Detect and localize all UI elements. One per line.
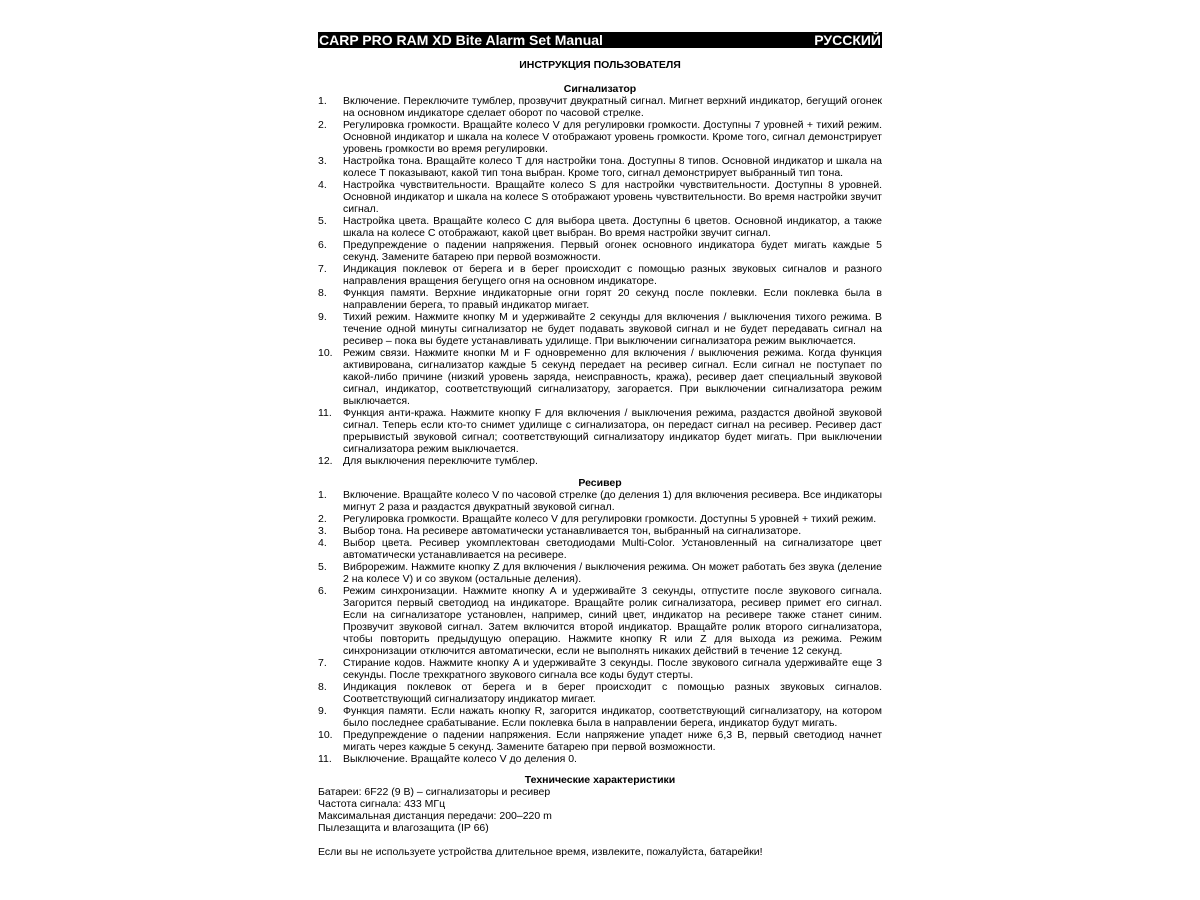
receiver-section-title: Ресивер bbox=[578, 477, 622, 489]
item-number: 5. bbox=[318, 561, 327, 573]
item-number: 10. bbox=[318, 729, 333, 741]
item-text: Тихий режим. Нажмите кнопку M и удерживайте 2 секунды для включения / выключения тихого режима. В течение одной минуты сигнализатор не будет подавать звуковой сигнал и не будет передавать сигнал на ресивер – пока вы будете устанавливать удилище. При выключении сигнализатора режим выключается. bbox=[343, 311, 882, 347]
item-text: Режим связи. Нажмите кнопки M и F одновременно для включения / выключения режима. Когда функция активирована, сигнализатор каждые 5 секунд передает на ресивер сигнал. Если сигнал не поступает по какой-либо причине (низкий уровень заряда, неисправность, кража), ресивер дает специальный звуковой сигнал, индикатор, соответствующий сигнализатору, загорается. При выключении сигнализатора режим выключается. bbox=[343, 347, 882, 407]
list-item bbox=[318, 119, 882, 155]
item-text: Выбор цвета. Ресивер укомплектован светодиодами Multi-Color. Установленный на сигнализаторе цвет автоматически устанавливается на ресивере. bbox=[343, 537, 882, 561]
item-number: 2. bbox=[318, 513, 327, 525]
spec-line: Батареи: 6F22 (9 В) – сигнализаторы и ресивер bbox=[318, 786, 551, 798]
manual-page bbox=[318, 32, 882, 858]
item-text: Индикация поклевок от берега и в берег происходит с помощью разных звуковых сигналов и разного направления вращения бегущего огня на основном индикаторе. bbox=[343, 263, 882, 287]
list-item bbox=[318, 537, 882, 561]
item-number: 1. bbox=[318, 489, 327, 501]
list-item bbox=[318, 179, 882, 215]
list-item bbox=[318, 561, 882, 585]
language-label: РУССКИЙ bbox=[814, 32, 881, 48]
item-number: 8. bbox=[318, 287, 327, 299]
list-item bbox=[318, 155, 882, 179]
list-item bbox=[318, 311, 882, 347]
item-number: 10. bbox=[318, 347, 333, 359]
item-number: 8. bbox=[318, 681, 327, 693]
alarm-section-title: Сигнализатор bbox=[563, 83, 637, 95]
item-text: Включение. Вращайте колесо V по часовой стрелке (до деления 1) для включения ресивера. Все индикаторы мигнут 2 раза и раздастся двукратный звуковой сигнал. bbox=[343, 489, 882, 513]
manual-title: CARP PRO RAM XD Bite Alarm Set Manual bbox=[319, 32, 603, 48]
item-text: Настройка чувствительности. Вращайте колесо S для настройки чувствительности. Доступны 8 уровней. Основной индикатор и шкала на колесе S отображают уровень чувствительности. Во время настройки звучит сигнал. bbox=[343, 179, 882, 215]
list-item bbox=[318, 407, 882, 455]
item-text: Функция памяти. Если нажать кнопку R, загорится индикатор, соответствующий сигнализатору, на котором было последнее срабатывание. Если поклевка была в направлении берега, индикатор будут мигать. bbox=[343, 705, 882, 729]
list-item bbox=[318, 525, 882, 537]
item-text: Функция памяти. Верхние индикаторные огни горят 20 секунд после поклевки. Если поклевка была в направлении берега, то правый индикатор мигает. bbox=[343, 287, 882, 311]
item-text: Включение. Переключите тумблер, прозвучит двукратный сигнал. Мигнет верхний индикатор, бегущий огонек на основном индикаторе сделает оборот по часовой стрелке. bbox=[343, 95, 882, 119]
document-title: ИНСТРУКЦИЯ ПОЛЬЗОВАТЕЛЯ bbox=[519, 59, 681, 71]
item-number: 7. bbox=[318, 657, 327, 669]
item-text: Выбор тона. На ресивере автоматически устанавливается тон, выбранный на сигнализаторе. bbox=[343, 525, 802, 537]
list-item bbox=[318, 455, 882, 467]
item-text: Регулировка громкости. Вращайте колесо V для регулировки громкости. Доступны 5 уровней + тихий режим. bbox=[343, 513, 877, 525]
list-item bbox=[318, 347, 882, 407]
item-number: 7. bbox=[318, 263, 327, 275]
list-item bbox=[318, 657, 882, 681]
item-number: 9. bbox=[318, 705, 327, 717]
item-number: 6. bbox=[318, 239, 327, 251]
item-number: 4. bbox=[318, 537, 327, 549]
item-number: 6. bbox=[318, 585, 327, 597]
list-item bbox=[318, 489, 882, 513]
list-item bbox=[318, 681, 882, 705]
list-item bbox=[318, 753, 882, 765]
list-item bbox=[318, 513, 882, 525]
receiver-instructions-list bbox=[318, 489, 882, 765]
item-text: Стирание кодов. Нажмите кнопку A и удерживайте 3 секунды. После звукового сигнала удерживайте еще 3 секунды. После трехкратного звукового сигнала все коды будут стерты. bbox=[343, 657, 882, 681]
item-number: 11. bbox=[318, 407, 332, 419]
list-item bbox=[318, 239, 882, 263]
item-number: 5. bbox=[318, 215, 327, 227]
item-text: Выключение. Вращайте колесо V до деления 0. bbox=[343, 753, 577, 765]
spec-line: Пылезащита и влагозащита (IP 66) bbox=[318, 822, 489, 834]
item-text: Виброрежим. Нажмите кнопку Z для включения / выключения режима. Он может работать без звука (деление 2 на колесе V) и со звуком (остальные деления). bbox=[343, 561, 882, 585]
list-item bbox=[318, 287, 882, 311]
item-text: Предупреждение о падении напряжения. Первый огонек основного индикатора будет мигать каждые 5 секунд. Замените батарею при первой возможности. bbox=[343, 239, 882, 263]
list-item bbox=[318, 263, 882, 287]
item-number: 11. bbox=[318, 753, 332, 765]
alarm-instructions-list bbox=[318, 95, 882, 467]
specs-section-title: Технические характеристики bbox=[524, 774, 676, 786]
spec-line: Частота сигнала: 433 МГц bbox=[318, 798, 446, 810]
list-item bbox=[318, 729, 882, 753]
item-text: Для выключения переключите тумблер. bbox=[343, 455, 538, 467]
item-number: 4. bbox=[318, 179, 327, 191]
closing-note: Если вы не используете устройства длительное время, извлеките, пожалуйста, батарейки! bbox=[318, 846, 763, 858]
item-text: Предупреждение о падении напряжения. Если напряжение упадет ниже 6,3 В, первый светодиод начнет мигать через каждые 5 секунд. Замените батарею при первой возможности. bbox=[343, 729, 882, 753]
item-text: Регулировка громкости. Вращайте колесо V для регулировки громкости. Доступны 7 уровней + тихий режим. Основной индикатор и шкала на колесе V отображают уровень громкости. Кроме того, сигнал демонстрирует уровень громкости во время регулировки. bbox=[343, 119, 882, 155]
item-text: Индикация поклевок от берега и в берег происходит с помощью разных звуковых сигналов. Соответствующий сигнализатору индикатор мигает. bbox=[343, 681, 882, 705]
item-number: 3. bbox=[318, 525, 327, 537]
list-item bbox=[318, 95, 882, 119]
item-number: 1. bbox=[318, 95, 327, 107]
item-number: 9. bbox=[318, 311, 327, 323]
list-item bbox=[318, 705, 882, 729]
item-text: Настройка цвета. Вращайте колесо C для выбора цвета. Доступны 6 цветов. Основной индикатор, а также шкала на колесе C отображают, какой цвет выбран. Во время настройки звучит сигнал. bbox=[343, 215, 882, 239]
item-number: 2. bbox=[318, 119, 327, 131]
spec-line: Максимальная дистанция передачи: 200–220 m bbox=[318, 810, 552, 822]
item-number: 3. bbox=[318, 155, 327, 167]
item-text: Функция анти-кража. Нажмите кнопку F для включения / выключения режима, раздастся двойной звуковой сигнал. Теперь если кто-то снимет удилище с сигнализатора, он передаст сигнал на ресивер. Ресивер даст прерывистый звуковой сигнал; соответствующий сигнализатору индикатор будет мигать. При выключении сигнализатора режим выключается. bbox=[343, 407, 882, 455]
item-text: Режим синхронизации. Нажмите кнопку A и удерживайте 3 секунды, отпустите после звукового сигнала. Загорится первый светодиод на индикаторе. Вращайте ролик сигнализатора, ресивер примет его сигнал. Если на сигнализаторе установлен, например, синий цвет, индикатор на ресивере также станет синим. Прозвучит звуковой сигнал. Затем включится второй индикатор. Вращайте ролик второго сигнализатора, чтобы повторить предыдущую операцию. Нажмите кнопку R или Z для выхода из режима. Режим синхронизации отключится автоматически, если не выполнять никаких действий в течение 12 секунд. bbox=[343, 585, 882, 657]
header-bar bbox=[318, 32, 882, 48]
specs-list bbox=[318, 786, 882, 834]
item-number: 12. bbox=[318, 455, 333, 467]
list-item bbox=[318, 585, 882, 657]
item-text: Настройка тона. Вращайте колесо T для настройки тона. Доступны 8 типов. Основной индикатор и шкала на колесе T показывают, какой тип тона выбран. Кроме того, сигнал демонстрирует выбранный тип тона. bbox=[343, 155, 882, 179]
list-item bbox=[318, 215, 882, 239]
